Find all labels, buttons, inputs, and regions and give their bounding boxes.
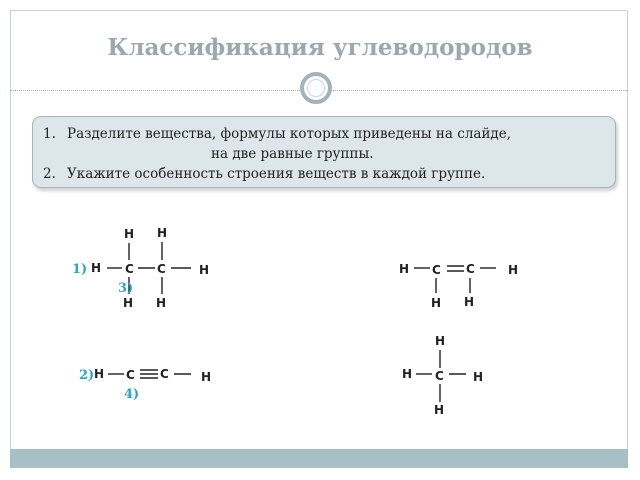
label-3: 3) — [118, 281, 134, 296]
atom-h: H — [156, 296, 167, 310]
label-1: 1) — [72, 262, 88, 277]
atom-h: H — [123, 296, 134, 310]
label-4: 4) — [124, 387, 140, 402]
atom-c: C — [160, 367, 169, 381]
page-title: Классификация углеводородов — [107, 34, 533, 61]
task-2-text: Укажите особенность строения веществ в каждой группе. — [67, 166, 486, 182]
atom-h: H — [435, 334, 446, 348]
atom-h: H — [473, 370, 484, 384]
atom-c: C — [126, 368, 135, 382]
footer-bar — [10, 449, 628, 468]
task-1-line-2: на две равные группы. — [211, 146, 374, 162]
atom-h: H — [201, 370, 212, 384]
atom-h: H — [434, 403, 445, 417]
atom-h: H — [508, 263, 519, 277]
atom-c: C — [125, 262, 134, 276]
atom-c: C — [432, 263, 441, 277]
atom-h: H — [157, 226, 168, 240]
atom-h: H — [431, 296, 442, 310]
molecule-ethane — [72, 226, 209, 310]
task-1-number: 1. — [43, 126, 56, 142]
atom-c: C — [157, 262, 166, 276]
label-2: 2) — [79, 368, 95, 383]
atom-h: H — [464, 295, 475, 309]
atom-h: H — [399, 262, 410, 276]
atom-h: H — [124, 227, 135, 241]
molecule-methane — [402, 334, 483, 417]
atom-c: C — [435, 369, 444, 383]
atom-h: H — [91, 261, 102, 275]
molecule-ethene — [399, 262, 518, 310]
atom-h: H — [94, 367, 105, 381]
atom-c: C — [466, 262, 475, 276]
atom-h: H — [199, 263, 210, 277]
atom-h: H — [402, 367, 413, 381]
molecule-ethyne — [79, 367, 211, 402]
task-1-line-1: Разделите вещества, формулы которых приведены на слайде, — [67, 126, 512, 142]
task-2-number: 2. — [43, 166, 56, 182]
